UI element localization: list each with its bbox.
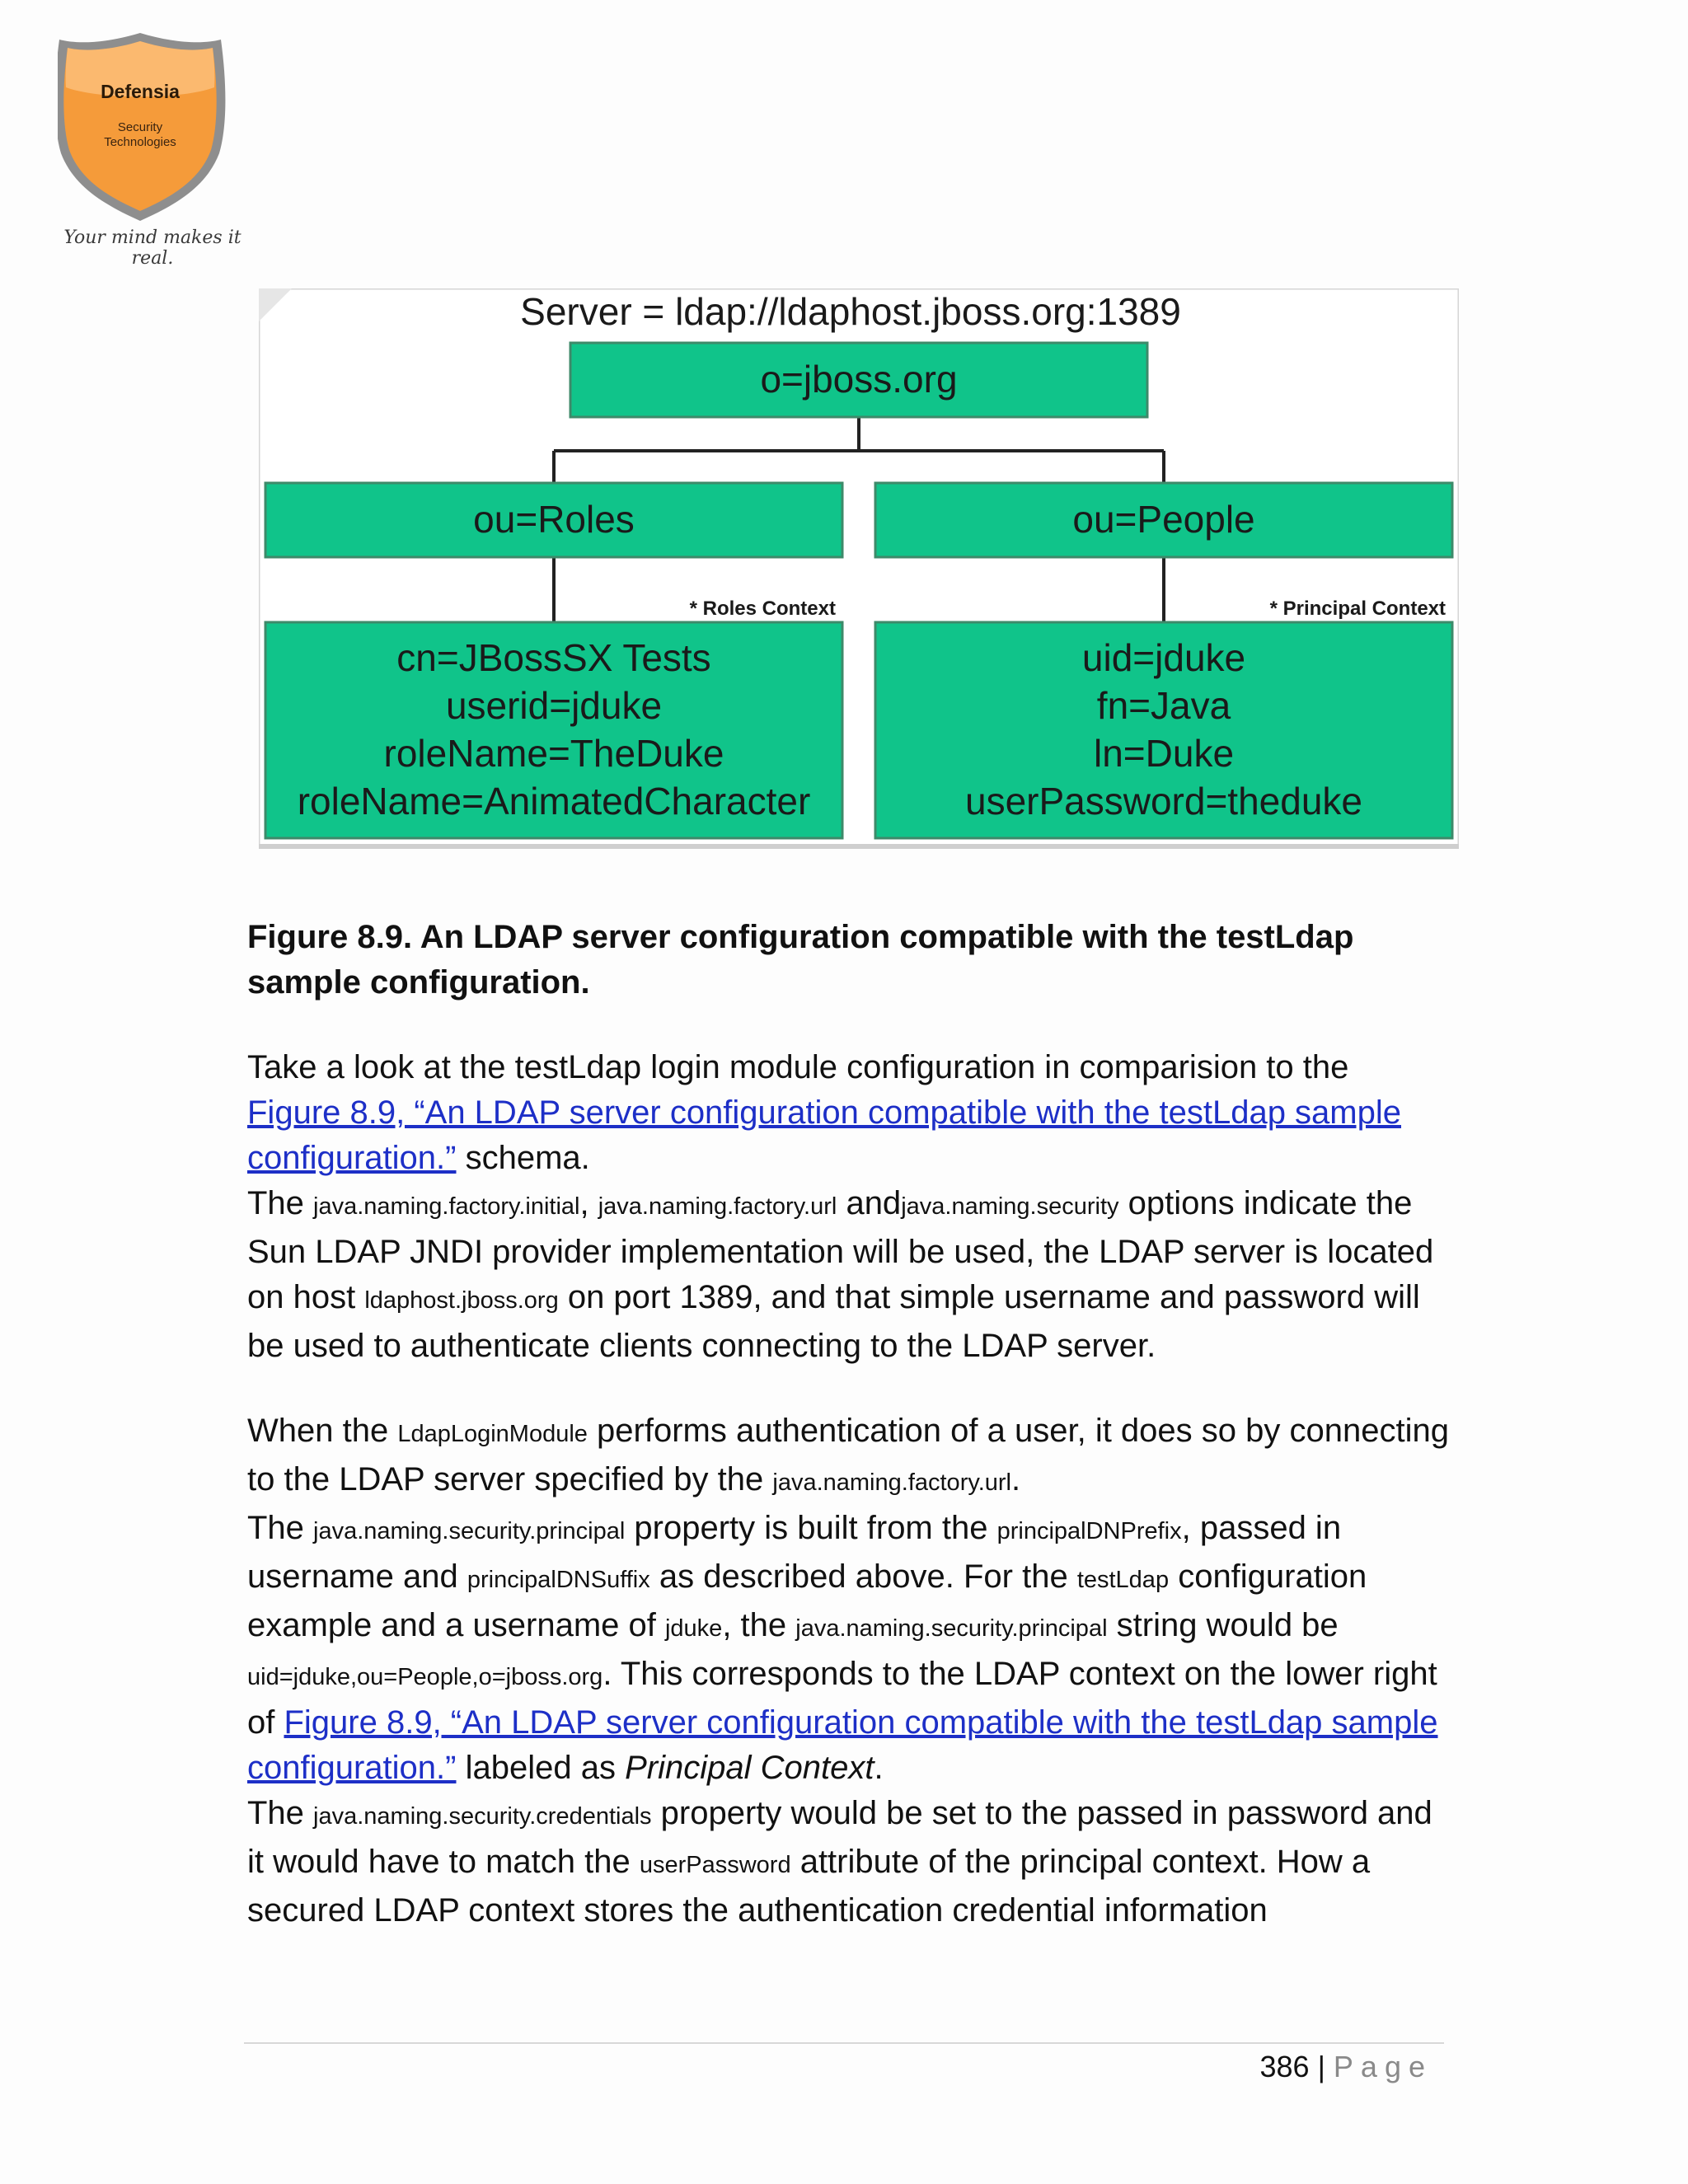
code-term: LdapLoginModule (397, 1421, 588, 1447)
text: property is built from the (625, 1510, 997, 1546)
page-number: 386 (1259, 2050, 1310, 2083)
ldap-diagram (259, 288, 1459, 849)
footer-separator: | (1317, 2050, 1325, 2083)
text: , (579, 1185, 598, 1221)
text: property would be set to the passed in password and it would have to match the (247, 1795, 1432, 1880)
code-term: java.naming.security.principal (795, 1615, 1108, 1642)
people-ou-label: ou=People (1072, 498, 1255, 541)
text: , passed in username and (247, 1510, 1342, 1595)
code-term: uid=jduke,ou=People,o=jboss.org (247, 1664, 603, 1690)
figure-link[interactable]: Figure 8.9, “An LDAP server configuration compatible with the testLdap sample configuration.” (247, 1704, 1438, 1786)
code-term: principalDNSuffix (467, 1567, 650, 1593)
text: as described above. For the (649, 1558, 1077, 1595)
text: . This corresponds to the LDAP context on the lower right of (247, 1656, 1437, 1741)
people-entry-line: uid=jduke (1081, 636, 1246, 679)
text: configuration example and a username of (247, 1558, 1367, 1643)
text: attribute of the principal context. How a secured LDAP context stores the authentication credential information (247, 1844, 1371, 1929)
text: . (874, 1750, 884, 1786)
company-logo (58, 30, 247, 269)
text: labeled as (456, 1750, 626, 1786)
people-entry-line: userPassword=theduke (964, 780, 1363, 823)
text: and (837, 1185, 902, 1221)
principal-context-label: * Principal Context (1269, 598, 1446, 620)
root-node-label: o=jboss.org (760, 358, 958, 401)
text: Take a look at the testLdap login module configuration in comparision to the (247, 1049, 1349, 1085)
figure-caption: Figure 8.9. An LDAP server configuration compatible with the testLdap sample configuration. (247, 919, 1354, 1001)
page-footer (1259, 2044, 1432, 2090)
roles-entry-line: cn=JBossSX Tests (396, 636, 711, 679)
code-term: java.naming.security (901, 1193, 1119, 1220)
roles-context-label: * Roles Context (689, 598, 836, 620)
code-term: ldaphost.jboss.org (364, 1287, 559, 1314)
roles-ou-label: ou=Roles (473, 498, 635, 541)
logo-subtitle-line1: Security (117, 120, 163, 134)
code-term: java.naming.security.principal (313, 1518, 626, 1544)
code-term: jduke (664, 1615, 723, 1642)
logo-subtitle (70, 120, 210, 150)
code-term: java.naming.factory.initial (313, 1193, 580, 1220)
paragraph-authentication (247, 1408, 1451, 1933)
text: performs authentication of a user, it does so by connecting to the LDAP server specified by the (247, 1413, 1449, 1497)
roles-entry-line: userid=jduke (445, 684, 663, 727)
document-body (247, 915, 1451, 1933)
logo-subtitle-line2: Technologies (104, 135, 176, 149)
logo-brand: Defensia (101, 81, 180, 102)
roles-entry-line: roleName=TheDuke (383, 732, 724, 775)
text: string would be (1107, 1607, 1339, 1643)
people-entry-line: fn=Java (1096, 684, 1231, 727)
logo-tagline: Your mind makes it real. (63, 227, 241, 269)
text: , the (722, 1607, 796, 1643)
code-term: java.naming.factory.url (772, 1469, 1011, 1496)
server-label: Server = ldap://ldaphost.jboss.org:1389 (520, 290, 1181, 333)
text: schema. (456, 1140, 590, 1176)
code-term: principalDNPrefix (996, 1518, 1182, 1544)
text: The (247, 1795, 314, 1831)
code-term: testLdap (1076, 1567, 1170, 1593)
code-term: userPassword (639, 1852, 791, 1878)
code-term: java.naming.factory.url (598, 1193, 837, 1220)
text: When the (247, 1413, 398, 1449)
roles-entry-line: roleName=AnimatedCharacter (297, 780, 811, 823)
page-label: Page (1333, 2050, 1432, 2083)
text: The (247, 1510, 314, 1546)
text: . (1010, 1461, 1021, 1497)
text: on port 1389, and that simple username and password will be used to authenticate clients connecting to the LDAP server. (247, 1279, 1420, 1364)
paragraph-intro (247, 1045, 1451, 1369)
emphasis: Principal Context (625, 1750, 874, 1786)
code-term: java.naming.security.credentials (313, 1803, 652, 1830)
text: options indicate the Sun LDAP JNDI provider implementation will be used, the LDAP server is located on host (247, 1185, 1434, 1315)
text: The (247, 1185, 314, 1221)
figure-link[interactable]: Figure 8.9, “An LDAP server configuration compatible with the testLdap sample configuration.” (247, 1094, 1401, 1176)
people-entry-line: ln=Duke (1093, 732, 1235, 775)
